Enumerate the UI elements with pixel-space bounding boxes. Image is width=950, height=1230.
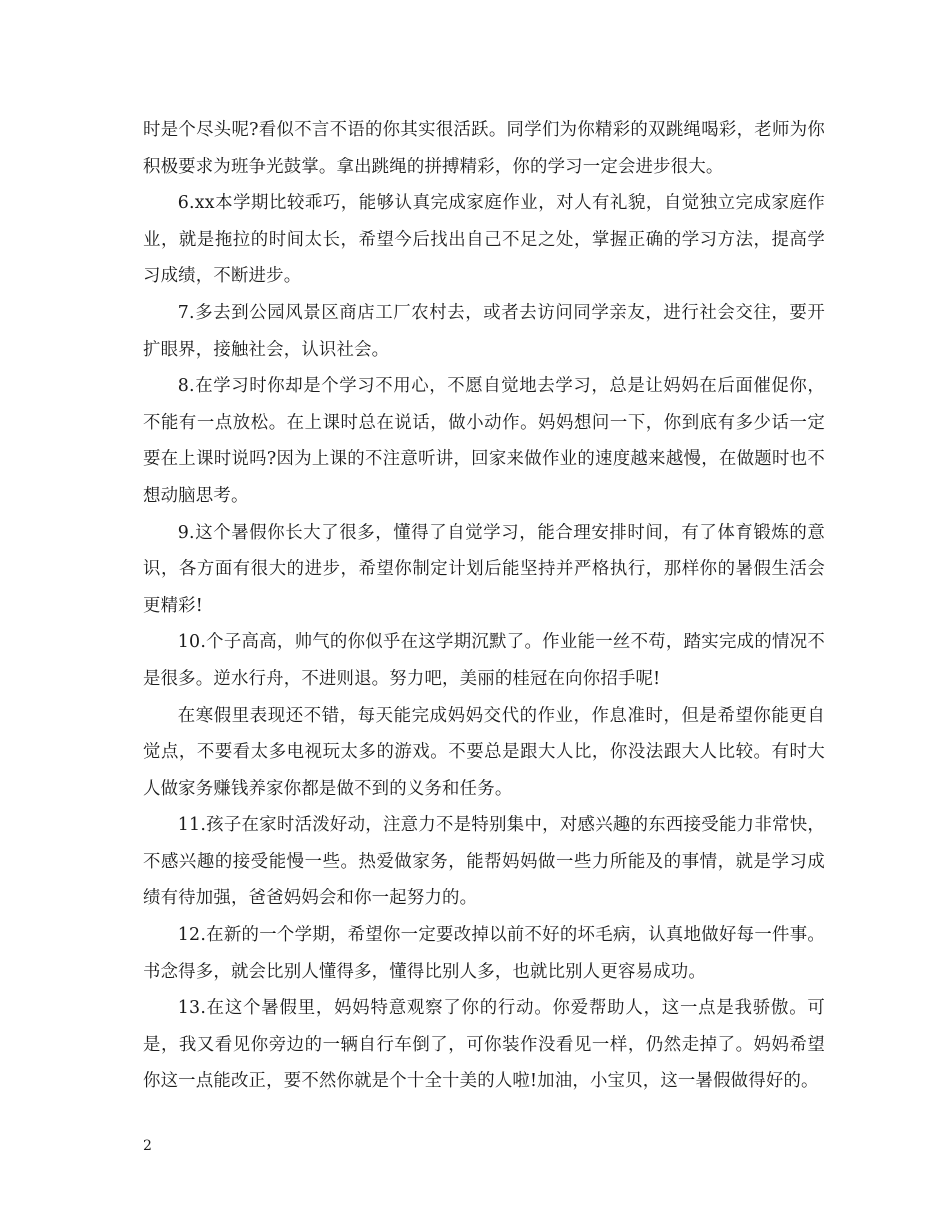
paragraph-continuation: 时是个尽头呢?看似不言不语的你其实很活跃。同学们为你精彩的双跳绳喝彩，老师为你积极要求为班争光鼓掌。拿出跳绳的拼搏精彩，你的学习一定会进步很大。 — [143, 120, 825, 177]
paragraph-unnumbered: 在寒假里表现还不错，每天能完成妈妈交代的作业，作息准时，但是希望你能更自觉点，不要看太多电视玩太多的游戏。不要总是跟大人比，你没法跟大人比较。有时大人做家务赚钱养家你都是做不到的义务和任务。 — [143, 705, 825, 799]
paragraph-item-13: 13.在这个暑假里，妈妈特意观察了你的行动。你爱帮助人，这一点是我骄傲。可是，我又看见你旁边的一辆自行车倒了，可你装作没看见一样，仍然走掉了。妈妈希望你这一点能改正，要不然你就是个十全十美的人啦!加油，小宝贝，这一暑假做得好的。 — [143, 998, 825, 1092]
paragraph-item-8: 8.在学习时你却是个学习不用心，不愿自觉地去学习，总是让妈妈在后面催促你，不能有一点放松。在上课时总在说话，做小动作。妈妈想问一下，你到底有多少话一定要在上课时说吗?因为上课的不注意听讲，回家来做作业的速度越来越慢，在做题时也不想动脑思考。 — [143, 376, 825, 506]
paragraph-item-11: 11.孩子在家时活泼好动，注意力不是特别集中，对感兴趣的东西接受能力非常快，不感兴趣的接受能慢一些。热爱做家务，能帮妈妈做一些力所能及的事情，就是学习成绩有待加强，爸爸妈妈会和你一起努力的。 — [143, 815, 825, 909]
paragraph-item-6: 6.xx本学期比较乖巧，能够认真完成家庭作业，对人有礼貌，自觉独立完成家庭作业，就是拖拉的时间太长，希望今后找出自己不足之处，掌握正确的学习方法，提高学习成绩，不断进步。 — [143, 193, 825, 287]
paragraph-item-7: 7.多去到公园风景区商店工厂农村去，或者去访问同学亲友，进行社会交往，要开扩眼界，接触社会，认识社会。 — [143, 302, 825, 360]
paragraph-item-10: 10.个子高高，帅气的你似乎在这学期沉默了。作业能一丝不苟，踏实完成的情况不是很多。逆水行舟，不进则退。努力吧，美丽的桂冠在向你招手呢! — [143, 632, 825, 689]
document-body — [143, 112, 825, 1100]
paragraph-item-12: 12.在新的一个学期，希望你一定要改掉以前不好的坏毛病，认真地做好每一件事。书念得多，就会比别人懂得多，懂得比别人多，也就比别人更容易成功。 — [143, 925, 825, 982]
paragraph-item-9: 9.这个暑假你长大了很多，懂得了自觉学习，能合理安排时间，有了体育锻炼的意识，各方面有很大的进步，希望你制定计划后能坚持并严格执行，那样你的暑假生活会更精彩! — [143, 522, 825, 616]
page-number: 2 — [143, 1138, 152, 1154]
